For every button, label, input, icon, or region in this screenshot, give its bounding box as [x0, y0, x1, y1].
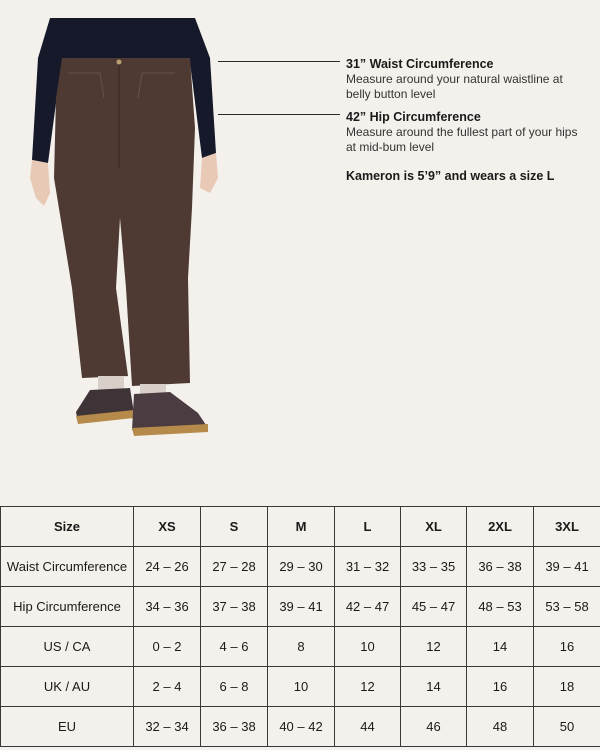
table-cell: 39 – 41 [268, 587, 335, 627]
table-cell: 46 [401, 707, 467, 747]
hip-callout [346, 110, 596, 155]
table-row [1, 707, 600, 747]
table-cell: 24 – 26 [134, 547, 201, 587]
header-cell: Size [1, 507, 134, 547]
table-cell: 39 – 41 [534, 547, 600, 587]
table-cell: 29 – 30 [268, 547, 335, 587]
table-cell: 0 – 2 [134, 627, 201, 667]
table-row [1, 587, 600, 627]
row-label: EU [1, 707, 134, 747]
table-cell: 36 – 38 [201, 707, 268, 747]
waist-callout-desc-line-2: belly button level [346, 87, 436, 101]
table-cell: 40 – 42 [268, 707, 335, 747]
table-cell: 33 – 35 [401, 547, 467, 587]
table-cell: 45 – 47 [401, 587, 467, 627]
header-cell: L [335, 507, 401, 547]
table-cell: 4 – 6 [201, 627, 268, 667]
table-cell: 37 – 38 [201, 587, 268, 627]
left-hand [30, 160, 50, 206]
table-row [1, 667, 600, 707]
table-cell: 12 [401, 627, 467, 667]
row-label: UK / AU [1, 667, 134, 707]
table-cell: 10 [335, 627, 401, 667]
table-cell: 32 – 34 [134, 707, 201, 747]
waist-callout-line [218, 61, 340, 62]
table-row [1, 547, 600, 587]
waist-callout [346, 57, 596, 102]
row-label: Hip Circumference [1, 587, 134, 627]
model-photo [20, 18, 225, 443]
table-row [1, 627, 600, 667]
pants [54, 58, 195, 386]
hip-callout-title: 42” Hip Circumference [346, 110, 481, 124]
table-cell: 10 [268, 667, 335, 707]
header-cell: 2XL [467, 507, 534, 547]
hip-callout-desc-line-1: Measure around the fullest part of your hips [346, 125, 578, 139]
table-cell: 16 [467, 667, 534, 707]
table-cell: 16 [534, 627, 600, 667]
table-cell: 6 – 8 [201, 667, 268, 707]
table-cell: 14 [401, 667, 467, 707]
size-chart-table [0, 506, 600, 747]
hip-callout-line [218, 114, 340, 115]
header-cell: S [201, 507, 268, 547]
header-cell: M [268, 507, 335, 547]
right-hand [200, 153, 218, 193]
table-cell: 18 [534, 667, 600, 707]
table-cell: 31 – 32 [335, 547, 401, 587]
hip-callout-desc-line-2: at mid-bum level [346, 140, 435, 154]
table-cell: 48 [467, 707, 534, 747]
table-cell: 8 [268, 627, 335, 667]
waist-callout-title: 31” Waist Circumference [346, 57, 494, 71]
table-cell: 27 – 28 [201, 547, 268, 587]
model-size-note: Kameron is 5’9” and wears a size L [346, 169, 555, 183]
table-cell: 42 – 47 [335, 587, 401, 627]
header-cell: XS [134, 507, 201, 547]
table-cell: 34 – 36 [134, 587, 201, 627]
table-cell: 53 – 58 [534, 587, 600, 627]
header-cell: 3XL [534, 507, 600, 547]
table-cell: 36 – 38 [467, 547, 534, 587]
header-cell: XL [401, 507, 467, 547]
row-label: US / CA [1, 627, 134, 667]
table-cell: 2 – 4 [134, 667, 201, 707]
table-cell: 50 [534, 707, 600, 747]
table-cell: 12 [335, 667, 401, 707]
row-label: Waist Circumference [1, 547, 134, 587]
table-cell: 48 – 53 [467, 587, 534, 627]
size-header-row [1, 507, 600, 547]
table-cell: 44 [335, 707, 401, 747]
table-cell: 14 [467, 627, 534, 667]
waist-callout-desc-line-1: Measure around your natural waistline at [346, 72, 563, 86]
